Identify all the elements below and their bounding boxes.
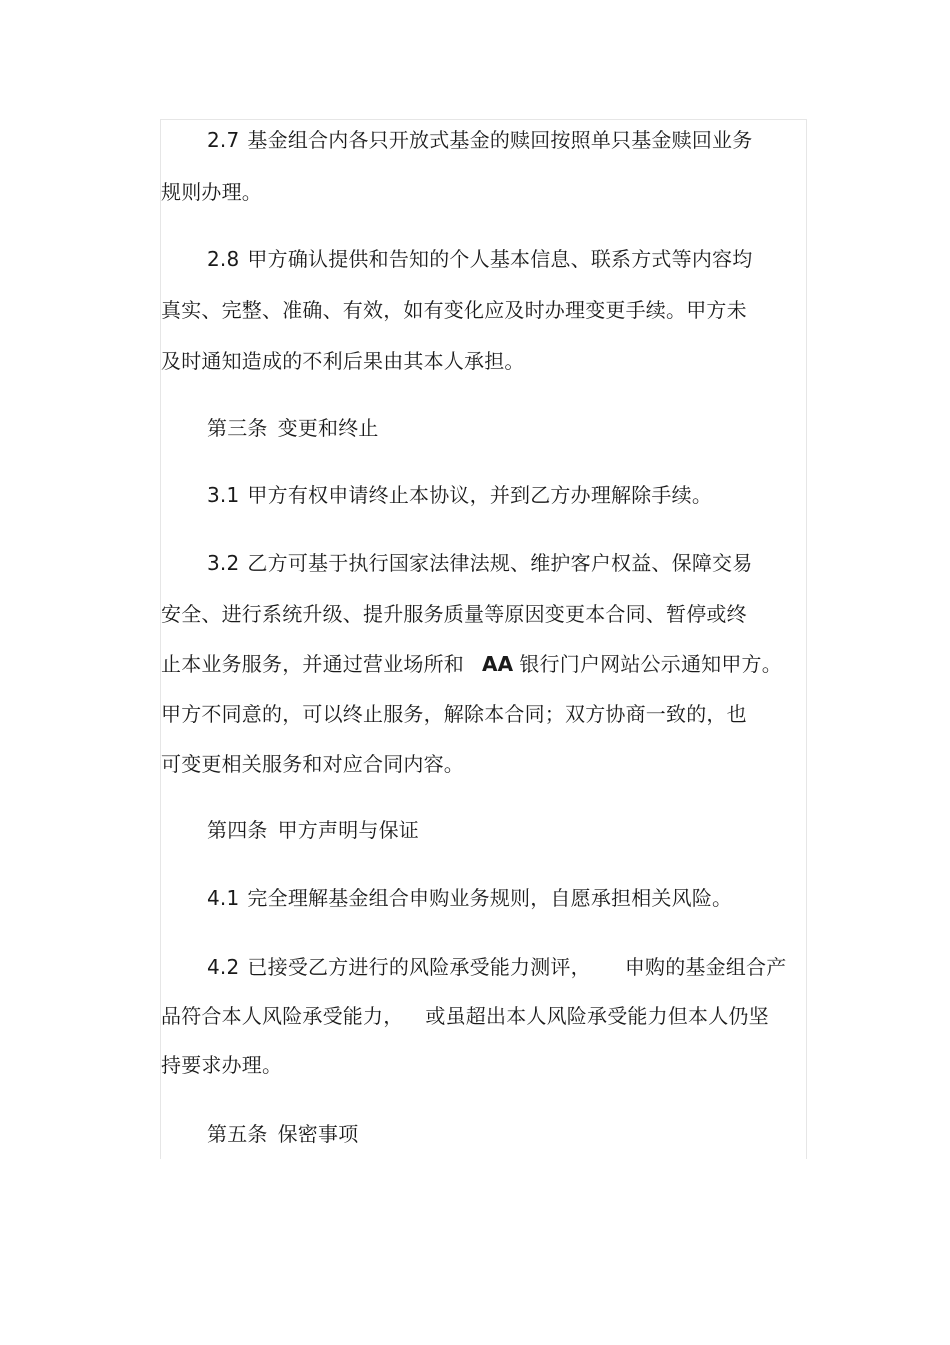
- para-3-2-line-1: [207, 549, 752, 577]
- para-4-2-line-3: [161, 1051, 282, 1079]
- clause-number: 3.1: [207, 483, 240, 507]
- section-title: 保密事项: [277, 1122, 359, 1146]
- section-5-heading: [207, 1120, 358, 1148]
- clause-number: 2.7: [207, 128, 240, 152]
- clause-number: 4.1: [207, 886, 240, 910]
- clause-text: 甲方确认提供和告知的个人基本信息、联系方式等内容均: [247, 247, 753, 271]
- clause-text: 可变更相关服务和对应合同内容。: [161, 752, 464, 776]
- clause-text: 乙方可基于执行国家法律法规、维护客户权益、保障交易: [247, 551, 753, 575]
- clause-text: 及时通知造成的不利后果由其本人承担。: [161, 349, 525, 373]
- para-4-2-line-2: [161, 1002, 769, 1030]
- clause-text: 甲方不同意的，可以终止服务，解除本合同；双方协商一致的，也: [161, 702, 747, 726]
- clause-text: 真实、完整、准确、有效，如有变化应及时办理变更手续。甲方未: [161, 298, 747, 322]
- para-2-8-line-1: [207, 245, 752, 273]
- clause-text: 品符合本人风险承受能力，: [161, 1004, 404, 1028]
- para-2-7-line-2: [161, 178, 262, 206]
- clause-text: 基金组合内各只开放式基金的赎回按照单只基金赎回业务: [247, 128, 753, 152]
- section-number: 第五条: [207, 1122, 268, 1146]
- clause-text: 已接受乙方进行的风险承受能力测评，: [247, 955, 591, 979]
- clause-text: 甲方有权申请终止本协议，并到乙方办理解除手续。: [247, 483, 713, 507]
- clause-text: 申购的基金组合产: [624, 955, 787, 979]
- para-2-8-line-3: [161, 347, 525, 375]
- clause-text: 止本业务服务，并通过营业场所和: [161, 652, 464, 676]
- para-2-7-line-1: [207, 126, 752, 154]
- para-3-2-line-5: [161, 750, 464, 778]
- clause-text: 完全理解基金组合申购业务规则，自愿承担相关风险。: [247, 886, 733, 910]
- clause-number: 4.2: [207, 955, 240, 979]
- section-title: 变更和终止: [277, 416, 379, 440]
- clause-text: 银行门户网站公示通知甲方。: [519, 652, 782, 676]
- para-2-8-line-2: [161, 296, 747, 324]
- clause-number: 3.2: [207, 551, 240, 575]
- section-title: 甲方声明与保证: [277, 818, 420, 842]
- bank-name: AA: [482, 652, 514, 676]
- para-3-2-line-2: [161, 600, 747, 628]
- clause-text: 规则办理。: [161, 180, 262, 204]
- para-3-1-line-1: [207, 481, 712, 509]
- clause-text: 或虽超出本人风险承受能力但本人仍坚: [425, 1004, 769, 1028]
- section-3-heading: [207, 414, 379, 442]
- section-number: 第四条: [207, 818, 268, 842]
- section-4-heading: [207, 816, 419, 844]
- clause-text: 持要求办理。: [161, 1053, 283, 1077]
- para-3-2-line-3: [161, 650, 782, 678]
- section-number: 第三条: [207, 416, 268, 440]
- clause-number: 2.8: [207, 247, 240, 271]
- para-4-1-line-1: [207, 884, 732, 912]
- clause-text: 安全、进行系统升级、提升服务质量等原因变更本合同、暂停或终: [161, 602, 747, 626]
- para-4-2-line-1: [207, 953, 786, 981]
- para-3-2-line-4: [161, 700, 747, 728]
